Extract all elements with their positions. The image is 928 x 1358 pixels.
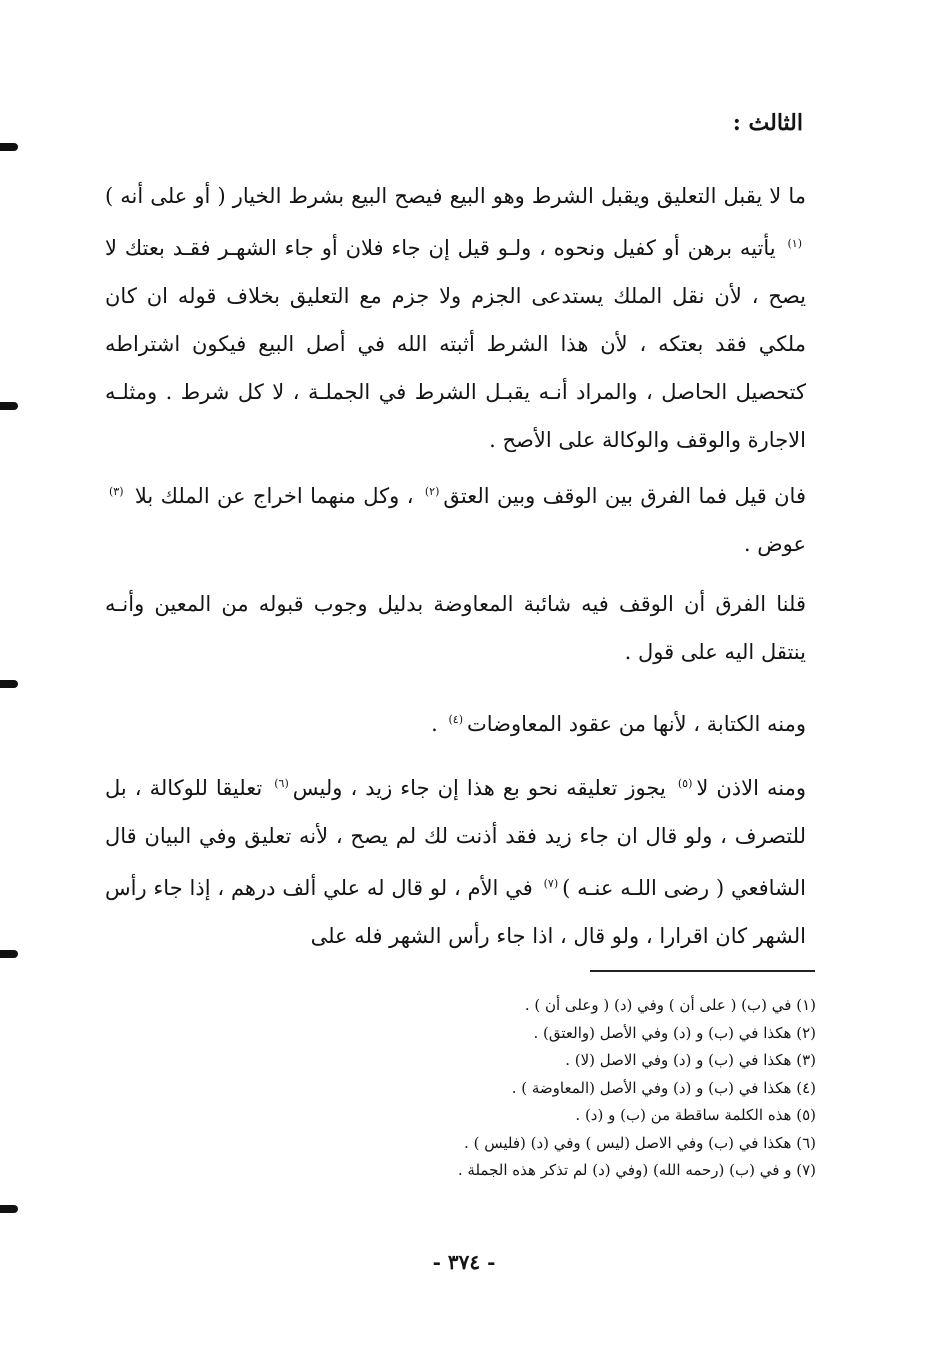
footnote-item: (٤) هكذا في (ب) و (د) وفي الأصل (المعاوضة ) . [511,1078,816,1097]
paragraph-text: ، وكل منهما اخراج عن الملك بلا [127,484,421,508]
paragraph-text: في الأم ، لو قال له علي ألف درهم ، إذا جاء رأس الشهر كان اقرارا ، ولو قال ، اذا جاء رأس الشهر فله على [105,876,806,948]
paragraph-text: . [431,712,445,736]
paragraph-text: يأتيه برهن أو كفيل ونحوه ، ولـو قيل إن جاء فلان أو جاء الشهـر فقـد بعتك لا يصح ، لأن نقل الملك يستدعى الجزم ولا جزم مع التعليق بخلاف قوله ان كان ملكي فقد بعتكه ، لأن هذا الشرط أثبته الله في أصل البيع فيكون اشتراطه كتحصيل الحاصل ، والمراد أنـه يقبـل الشرط في الجملـة ، لا كل شرط . ومثلـه الاجارة والوقف والوكالة على الأصح . [105,236,806,452]
paragraph-text: تعليقا للوكالة ، بل للتصرف ، ولو قال ان جاء زيد فقد أذنت لك لم يصح ، لأنه تعليق وفي البيان قال الشافعي ( رضى اللـه عنـه ) [105,776,806,900]
margin-mark [0,143,18,151]
footnote-item: (١) في (ب) ( على أن ) وفي (د) ( وعلى أن ) . [524,996,816,1014]
paragraph-3 [105,580,806,676]
margin-mark [0,1205,18,1213]
footnote-ref: (٦) [274,777,289,790]
paragraph-text: ومنه الكتابة ، لأنها من عقود المعاوضات [466,712,806,736]
footnote-ref: (٢) [424,485,440,498]
footnote-ref: (٥) [677,777,693,790]
paragraph-text: ومنه الاذن لا [696,776,806,800]
footnote-item: (٥) هذه الكلمة ساقطة من (ب) و (د) . [575,1106,816,1124]
margin-mark [0,680,18,688]
footnote-separator [590,970,815,972]
paragraph-5 [105,760,806,960]
footnote-item: (٢) هكذا في (ب) و (د) وفي الأصل (والعتق) . [533,1023,816,1042]
margin-mark [0,402,18,410]
paragraph-text: عوض . [743,532,806,556]
paragraph-2 [105,468,806,568]
paragraph-4 [105,696,806,748]
footnote-ref: (٧) [543,877,559,890]
footnote-item: (٣) هكذا في (ب) و (د) وفي الاصل (لا) . [565,1051,816,1069]
paragraph-text: قلنا الفرق أن الوقف فيه شائبة المعاوضة بدليل وجوب قبوله من المعين وأنـه ينتقل اليه على قول . [105,592,806,664]
footnote-item: (٦) هكذا في (ب) وفي الاصل (ليس ) وفي (د) (فليس ) . [464,1133,816,1152]
footnote-item: (٧) و في (ب) (رحمه الله) (وفي (د) لم تذكر هذه الجملة . [457,1161,816,1179]
paragraph-text: فان قيل فما الفرق بين الوقف وبين العتق [443,484,806,508]
footnote-ref: (٤) [448,713,463,726]
paragraph-text: يجوز تعليقه نحو بع هذا إن جاء زيد ، وليس [292,776,674,800]
footnote-ref: (١) [787,237,802,250]
footnote-ref: (٣) [109,485,124,498]
footnotes [256,992,816,1185]
paragraph-1 [105,172,806,464]
page-number: - ٣٧٤ - [432,1250,496,1274]
margin-mark [0,950,18,958]
paragraph-text: ما لا يقبل التعليق ويقبل الشرط وهو البيع فيصح البيع بشرط الخيار ( أو على أنه ) [105,184,806,208]
section-heading: الثالث : [732,110,803,136]
